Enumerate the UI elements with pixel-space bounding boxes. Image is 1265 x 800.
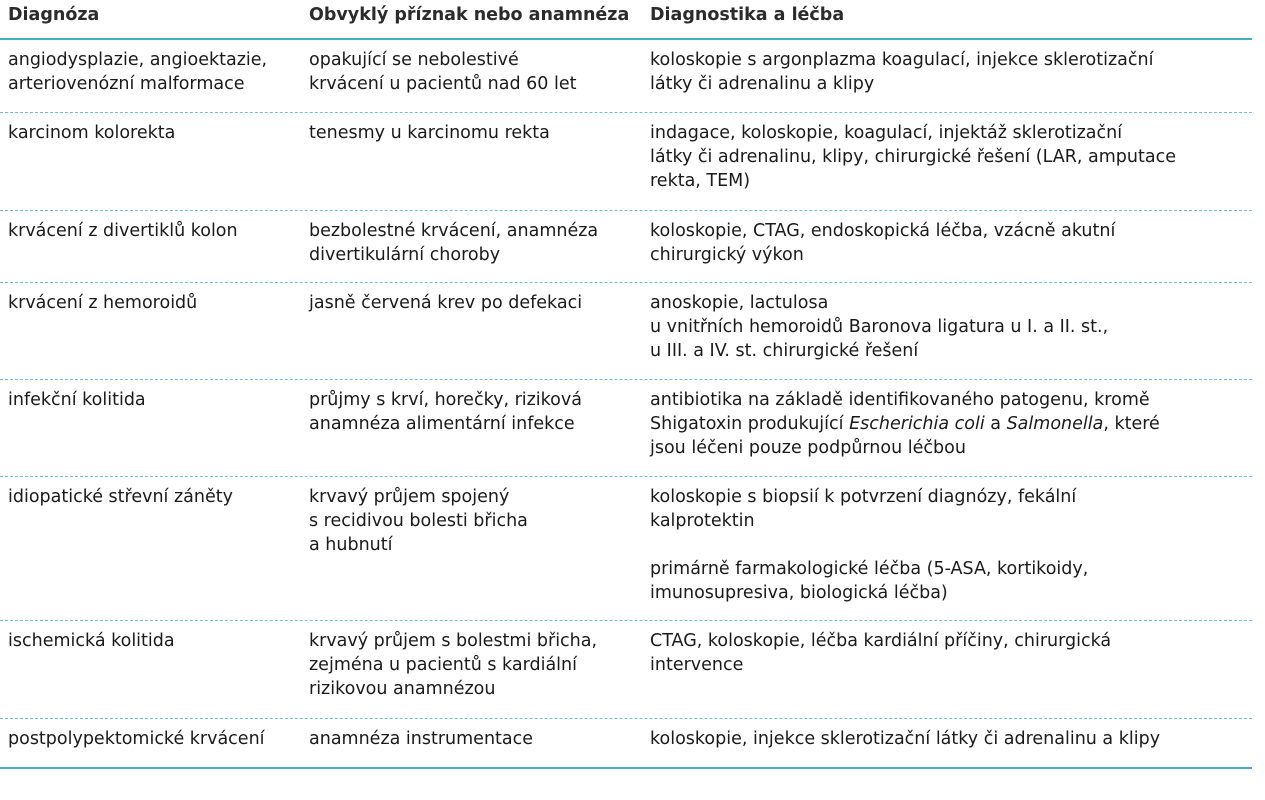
table-row bbox=[0, 621, 1252, 719]
treatment-cell: anoskopie, lactulosa u vnitřních hemoroidů Baronova ligatura u I. a II. st., u III. a IV. st. chirurgické řešení bbox=[650, 293, 1109, 361]
symptom-cell: průjmy s krví, horečky, riziková anamnéza alimentární infekce bbox=[309, 390, 582, 434]
table-row bbox=[0, 211, 1252, 283]
diagnosis-cell: postpolypektomické krvácení bbox=[8, 729, 265, 749]
table-row bbox=[0, 380, 1252, 477]
diagnosis-cell: krvácení z divertiklů kolon bbox=[8, 221, 238, 241]
treatment-cell: koloskopie, injekce sklerotizační látky či adrenalinu a klipy bbox=[650, 729, 1161, 749]
pathogen-escherichia: Escherichia coli bbox=[849, 414, 985, 434]
symptom-cell: anamnéza instrumentace bbox=[309, 729, 534, 749]
diagnosis-cell: ischemická kolitida bbox=[8, 631, 175, 651]
diagnosis-cell: idiopatické střevní záněty bbox=[8, 487, 233, 507]
treatment-cell: antibiotika na základě identifikovaného patogenu, kromě Shigatoxin produkující Escherichia coli a Salmonella, které jsou léčeni pouze podpůrnou léčbou bbox=[642, 380, 1252, 476]
header-treatment: Diagnostika a léčba bbox=[650, 5, 845, 25]
symptom-cell: jasně červená krev po defekaci bbox=[309, 293, 583, 313]
header-symptom: Obvyklý příznak nebo anamnéza bbox=[309, 5, 630, 25]
diagnosis-cell: angiodysplazie, angioektazie, arteriovenózní malformace bbox=[8, 50, 268, 94]
pathogen-salmonella: Salmonella bbox=[1006, 414, 1104, 434]
symptom-cell: krvavý průjem spojený s recidivou bolesti břicha a hubnutí bbox=[309, 487, 528, 555]
header-diagnosis: Diagnóza bbox=[8, 5, 100, 25]
table-row bbox=[0, 477, 1252, 621]
symptom-cell: bezbolestné krvácení, anamnéza divertikulární choroby bbox=[309, 221, 599, 265]
treatment-cell: koloskopie, CTAG, endoskopická léčba, vzácně akutní chirurgický výkon bbox=[650, 221, 1116, 265]
treatment-cell: CTAG, koloskopie, léčba kardiální příčiny, chirurgická intervence bbox=[650, 631, 1112, 675]
table-row bbox=[0, 113, 1252, 211]
diagnosis-cell: krvácení z hemoroidů bbox=[8, 293, 198, 313]
table-row bbox=[0, 719, 1252, 769]
symptom-cell: tenesmy u karcinomu rekta bbox=[309, 123, 550, 143]
treatment-cell: koloskopie s argonplazma koagulací, injekce sklerotizační látky či adrenalinu a klipy bbox=[650, 50, 1154, 94]
table-header bbox=[0, 0, 1252, 40]
diagnosis-cell: infekční kolitida bbox=[8, 390, 146, 410]
table-row bbox=[0, 283, 1252, 380]
table-row bbox=[0, 40, 1252, 113]
treatment-cell: indagace, koloskopie, koagulací, injektáž sklerotizační látky či adrenalinu, klipy, chirurgické řešení (LAR, amputace rekta, TEM) bbox=[650, 123, 1176, 191]
treatment-line-with-pathogens: Shigatoxin produkující Escherichia coli a Salmonella, které bbox=[650, 414, 1160, 434]
symptom-cell: opakující se nebolestivé krvácení u pacientů nad 60 let bbox=[309, 50, 577, 94]
symptom-cell: krvavý průjem s bolestmi břicha, zejména u pacientů s kardiální rizikovou anamnézou bbox=[309, 631, 598, 699]
diagnosis-cell: karcinom kolorekta bbox=[8, 123, 176, 143]
treatment-cell: koloskopie s biopsií k potvrzení diagnózy, fekální kalprotektin primárně farmakologické léčba (5-ASA, kortikoidy, imunosupresiva, biologická léčba) bbox=[650, 487, 1089, 603]
